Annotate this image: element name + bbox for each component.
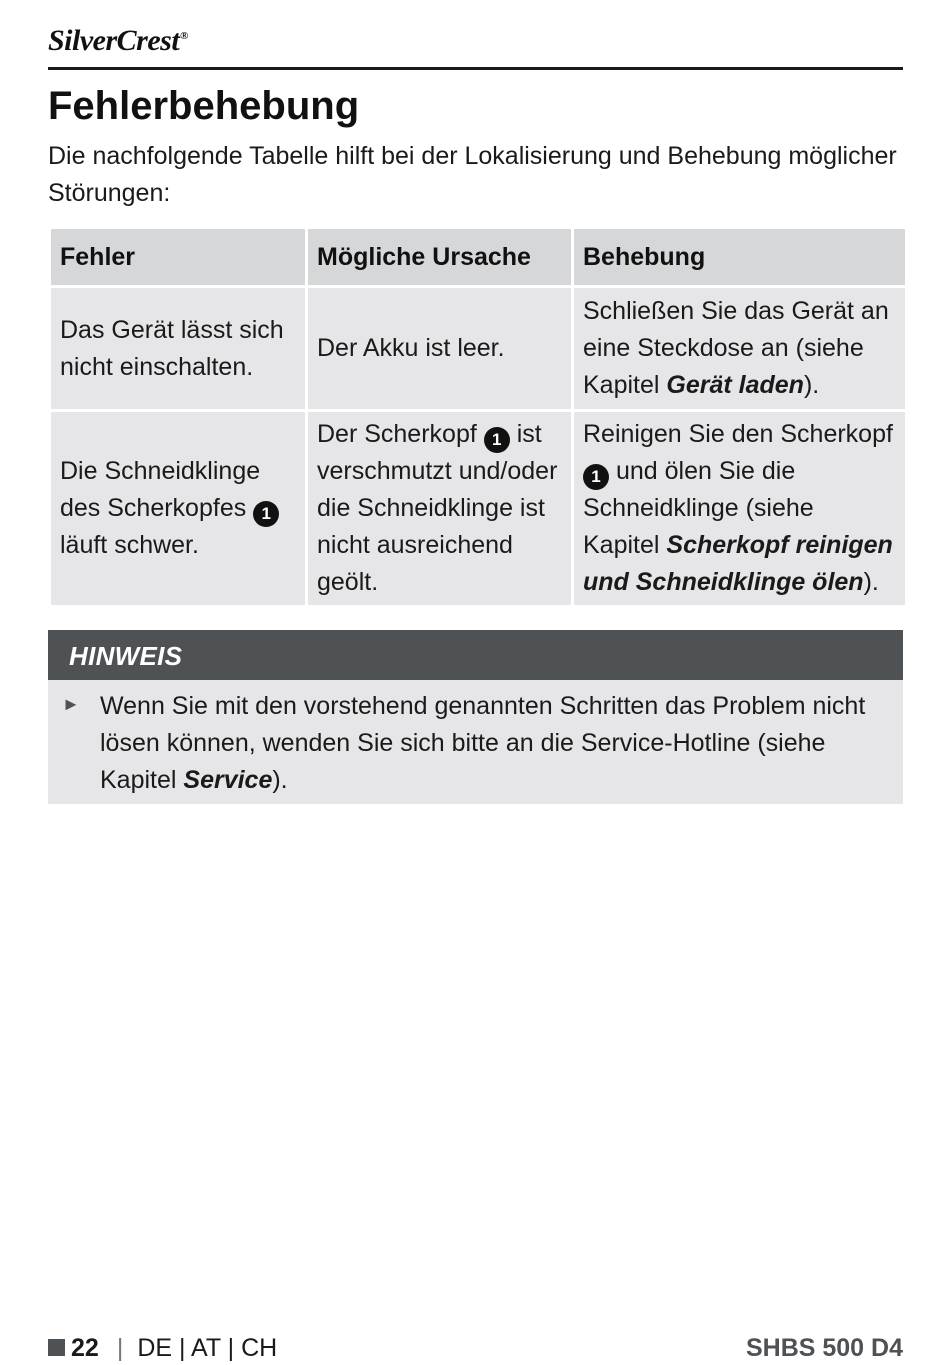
troubleshooting-table	[48, 226, 908, 608]
note-body: Wenn Sie mit den vorstehend genannten Schritten das Problem nicht lösen können, wenden Sie sich bitte an die Service-Hotline (siehe Kapitel	[100, 692, 866, 794]
table-header-row	[51, 229, 905, 285]
bullet-arrow-icon: ►	[62, 694, 80, 714]
header-ursache: Mögliche Ursache	[308, 229, 571, 285]
registered-mark: ®	[180, 30, 188, 42]
behebung-end: ).	[863, 568, 879, 596]
fehler-end: läuft schwer.	[60, 531, 199, 559]
fehler-text: Das Gerät lässt sich nicht einschalten.	[60, 315, 284, 381]
note-text	[100, 688, 890, 799]
cell-behebung	[574, 412, 905, 605]
cell-fehler	[51, 412, 305, 605]
chapter-reference: Gerät laden	[666, 371, 804, 399]
table-row	[51, 288, 905, 409]
ursache-text: Der Akku ist leer.	[317, 334, 505, 362]
country-codes: DE | AT | CH	[137, 1334, 278, 1362]
behebung-text: Schließen Sie das Gerät an eine Steckdose an (siehe Kapitel	[583, 297, 889, 399]
cell-ursache	[308, 288, 571, 409]
header-behebung: Behebung	[574, 229, 905, 285]
footer-left	[48, 1331, 277, 1365]
ursache-text: Der Scherkopf	[317, 420, 477, 448]
ursache-end: ist verschmutzt und/oder die Schneidklinge ist nicht ausreichend geölt.	[317, 420, 558, 596]
chapter-reference: Service	[183, 766, 273, 794]
cell-ursache	[308, 412, 571, 605]
brand-logo	[48, 26, 188, 56]
header-rule	[48, 67, 903, 70]
square-marker-icon	[48, 1339, 65, 1356]
cell-behebung	[574, 288, 905, 409]
note-box	[48, 630, 903, 804]
fehler-text: Die Schneidklinge des Scherkopfes	[60, 457, 261, 522]
page-number: 22	[71, 1334, 99, 1362]
part-number-badge: 1	[484, 427, 510, 453]
cell-fehler	[51, 288, 305, 409]
model-number: SHBS 500 D4	[745, 1334, 903, 1362]
part-number-badge: 1	[583, 464, 609, 490]
header-fehler: Fehler	[51, 229, 305, 285]
part-number-badge: 1	[253, 501, 279, 527]
footer-separator: |	[116, 1334, 124, 1362]
behebung-mid: und ölen Sie die Schneidklinge (siehe Kapitel	[583, 457, 814, 559]
intro-paragraph: Die nachfolgende Tabelle hilft bei der Lokalisierung und Behebung möglicher Störungen:	[48, 142, 897, 207]
behebung-end: ).	[803, 371, 820, 399]
table-row	[51, 412, 905, 605]
page-title: Fehlerbehebung	[48, 84, 360, 128]
brand-name: SilverCrest	[48, 24, 180, 57]
note-end: ).	[272, 766, 288, 794]
note-title: HINWEIS	[48, 630, 903, 680]
chapter-reference: Scherkopf reinigen und Schneidklinge ölen	[583, 531, 893, 596]
behebung-text: Reinigen Sie den Scherkopf	[583, 420, 893, 448]
